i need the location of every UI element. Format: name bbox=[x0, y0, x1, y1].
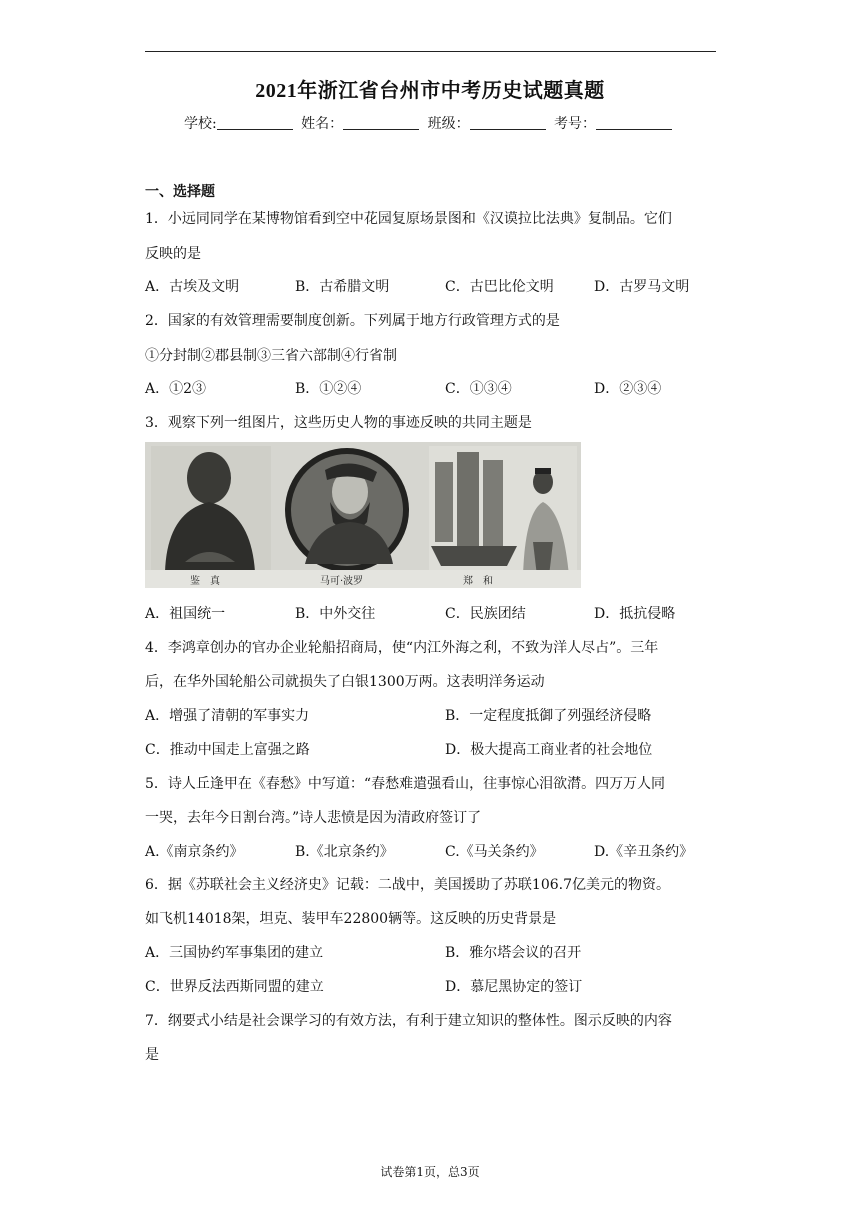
q4-option-c[interactable]: C．推动中国走上富强之路 bbox=[145, 742, 310, 758]
question-2-line-2: ①分封制②郡县制③三省六部制④行省制 bbox=[145, 348, 397, 364]
section-heading: 一、选择题 bbox=[145, 184, 215, 200]
header-rule bbox=[145, 51, 716, 52]
q6-option-c[interactable]: C．世界反法西斯同盟的建立 bbox=[145, 979, 324, 995]
q4-option-a[interactable]: A．增强了清朝的军事实力 bbox=[145, 708, 310, 724]
q4-option-b[interactable]: B．一定程度抵御了列强经济侵略 bbox=[445, 708, 652, 724]
q2-option-c[interactable]: C．①③④ bbox=[445, 381, 512, 397]
question-7-line-2: 是 bbox=[145, 1047, 159, 1063]
q6-option-d[interactable]: D．慕尼黑协定的签订 bbox=[445, 979, 583, 995]
student-info-line bbox=[0, 113, 860, 133]
historical-figures-image bbox=[145, 442, 581, 588]
q3-option-d[interactable]: D．抵抗侵略 bbox=[594, 606, 676, 622]
question-1-line-1: 1．小远同同学在某博物馆看到空中花园复原场景图和《汉谟拉比法典》复制品。它们 bbox=[145, 211, 672, 227]
question-6-line-2: 如飞机14018架，坦克、装甲车22800辆等。这反映的历史背景是 bbox=[145, 911, 557, 927]
question-6-line-1: 6．据《苏联社会主义经济史》记载：二战中，美国援助了苏联106.7亿美元的物资。 bbox=[145, 877, 670, 893]
question-1-line-2: 反映的是 bbox=[145, 246, 201, 262]
question-5-line-2: 一哭，去年今日割台湾。”诗人悲愤是因为清政府签订了 bbox=[145, 810, 482, 826]
q1-option-b[interactable]: B．古希腊文明 bbox=[295, 279, 390, 295]
q4-option-d[interactable]: D．极大提高工商业者的社会地位 bbox=[445, 742, 653, 758]
q3-option-c[interactable]: C．民族团结 bbox=[445, 606, 526, 622]
q2-option-a[interactable]: A．①2③ bbox=[145, 381, 207, 397]
question-2-line-1: 2．国家的有效管理需要制度创新。下列属于地方行政管理方式的是 bbox=[145, 313, 560, 329]
school-blank[interactable] bbox=[217, 116, 293, 130]
class-blank[interactable] bbox=[470, 116, 546, 130]
q6-option-b[interactable]: B．雅尔塔会议的召开 bbox=[445, 945, 582, 961]
q1-option-d[interactable]: D．古罗马文明 bbox=[594, 279, 690, 295]
q5-option-c[interactable]: C.《马关条约》 bbox=[445, 844, 544, 860]
q3-option-a[interactable]: A．祖国统一 bbox=[145, 606, 226, 622]
question-5-line-1: 5．诗人丘逢甲在《春愁》中写道：“春愁难遣强看山，往事惊心泪欲潸。四万万人同 bbox=[145, 776, 666, 792]
caption-jianzhen: 鉴 真 bbox=[190, 576, 220, 587]
q2-option-d[interactable]: D．②③④ bbox=[594, 381, 662, 397]
q6-option-a[interactable]: A．三国协约军事集团的建立 bbox=[145, 945, 324, 961]
name-blank[interactable] bbox=[343, 116, 419, 130]
page-footer: 试卷第1页，总3页 bbox=[380, 1165, 480, 1179]
question-3-line-1: 3．观察下列一组图片，这些历史人物的事迹反映的共同主题是 bbox=[145, 415, 532, 431]
q2-option-b[interactable]: B．①②④ bbox=[295, 381, 362, 397]
q1-option-a[interactable]: A．古埃及文明 bbox=[145, 279, 240, 295]
question-7-line-1: 7．纲要式小结是社会课学习的有效方法，有利于建立知识的整体性。图示反映的内容 bbox=[145, 1013, 672, 1029]
name-label: 姓名： bbox=[301, 116, 344, 132]
q1-option-c[interactable]: C．古巴比伦文明 bbox=[445, 279, 554, 295]
question-4-line-1: 4．李鸿章创办的官办企业轮船招商局，使“内江外海之利，不致为洋人尽占”。三年 bbox=[145, 640, 659, 656]
historical-figures-illustration bbox=[145, 442, 581, 588]
exam-no-label: 考号： bbox=[554, 116, 597, 132]
q5-option-a[interactable]: A.《南京条约》 bbox=[145, 844, 244, 860]
q3-option-b[interactable]: B．中外交往 bbox=[295, 606, 376, 622]
page-title: 2021年浙江省台州市中考历史试题真题 bbox=[255, 80, 605, 102]
class-label: 班级： bbox=[427, 116, 470, 132]
exam-no-blank[interactable] bbox=[596, 116, 672, 130]
school-label: 学校: bbox=[183, 116, 217, 132]
q5-option-d[interactable]: D.《辛丑条约》 bbox=[594, 844, 694, 860]
caption-zheng-he: 郑 和 bbox=[463, 576, 493, 587]
q5-option-b[interactable]: B.《北京条约》 bbox=[295, 844, 394, 860]
question-4-line-2: 后，在华外国轮船公司就损失了白银1300万两。这表明洋务运动 bbox=[145, 674, 545, 690]
caption-marco-polo: 马可·波罗 bbox=[320, 576, 364, 587]
